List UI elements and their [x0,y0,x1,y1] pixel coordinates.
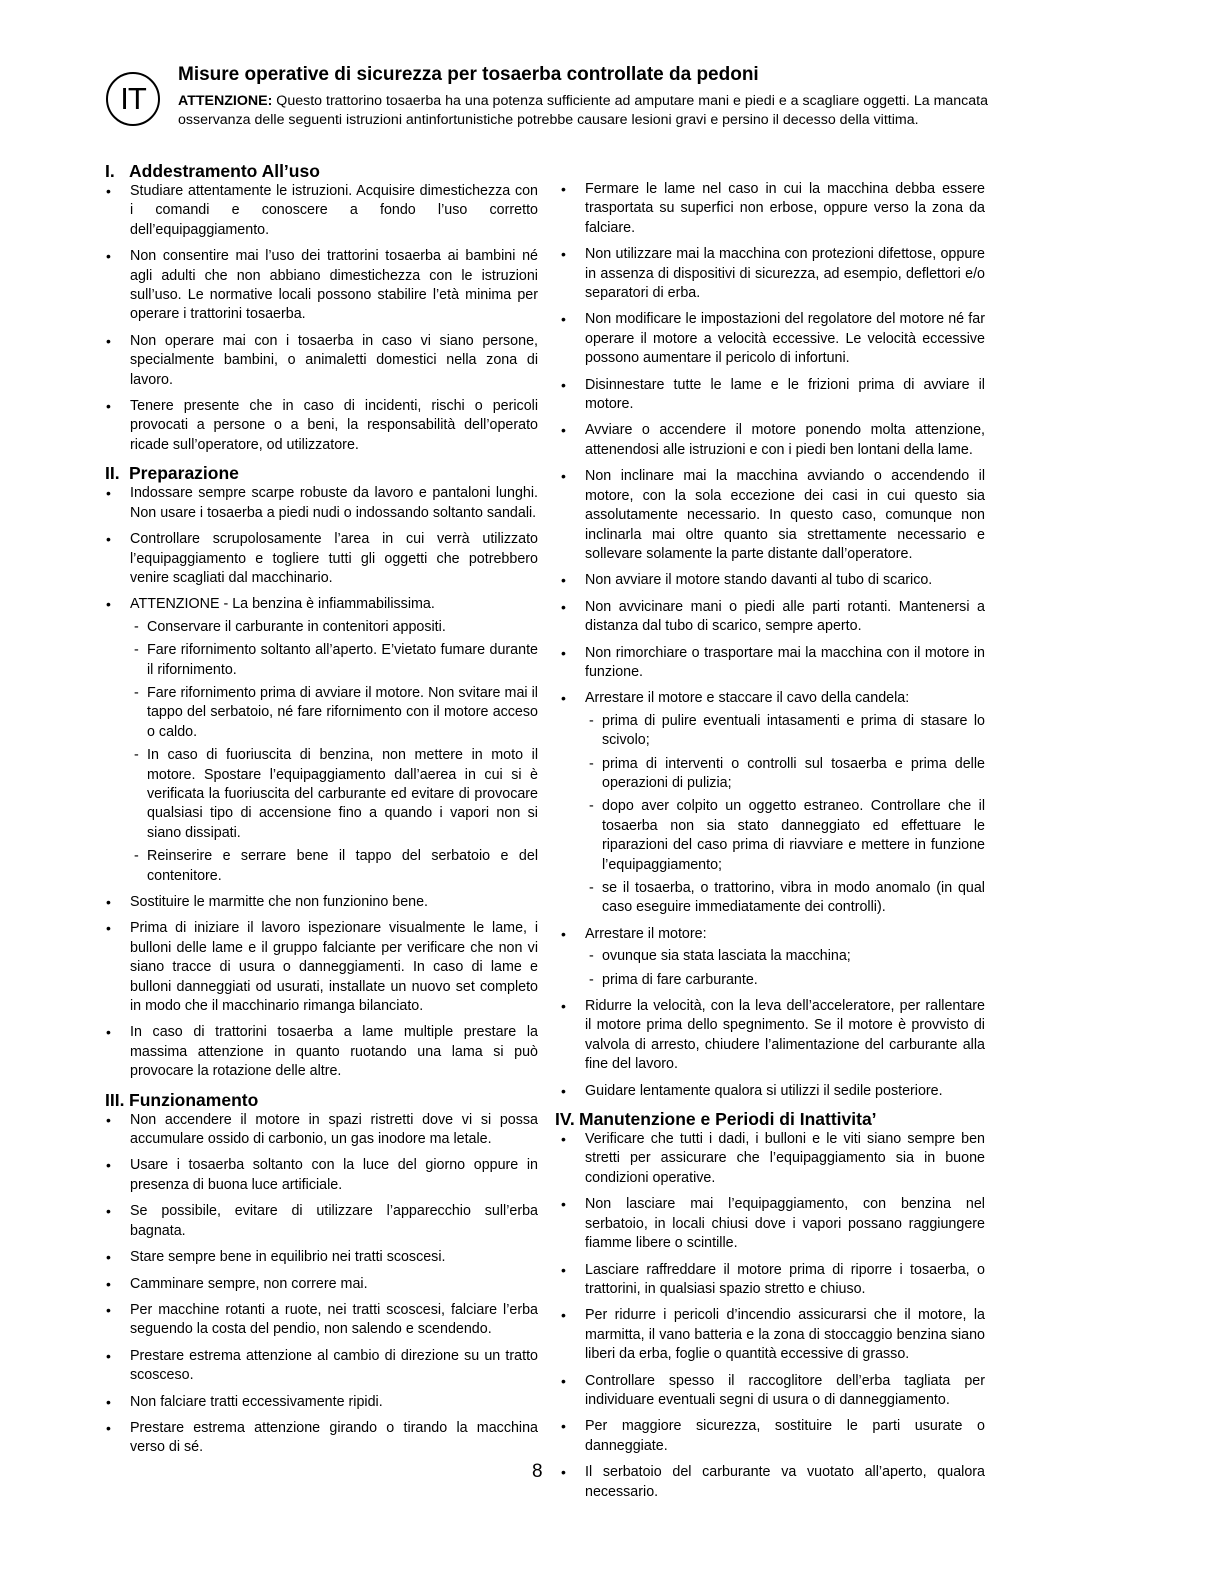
list-item [100,530,538,588]
section-number: III. [105,1089,125,1110]
list-item-text: Non lasciare mai l’equipaggiamento, con benzina nel serbatoio, in locali chiusi dove i vapori possano raggiungere fiamme libere o scintille. [585,1196,985,1252]
section-number: I. [105,161,115,181]
list-item-text: Prestare estrema attenzione al cambio di direzione su un tratto scosceso. [130,1347,538,1384]
section-heading [555,1108,985,1130]
section-number: II. [105,463,120,484]
bullet-list [100,484,538,1081]
list-item-text: Ridurre la velocità, con la leva dell’acceleratore, per rallentare il motore prima dello spegnimento. Se il motore è provvisto di valvola di arresto, chiudere l’alimentazione del carburante alla fine del lavoro. [585,998,985,1073]
list-item-text: Verificare che tutti i dadi, i bulloni e le viti siano sempre ben stretti per assicurare che l’equipaggiamento sia in buone condizioni operative. [585,1131,985,1186]
sub-list [585,712,985,918]
list-item [555,1195,985,1253]
left-column [100,160,538,1465]
list-item [555,1082,985,1101]
list-item-text: Non utilizzare mai la macchina con protezioni difettose, oppure in assenza di dispositivi di sicurezza, ad esempio, deflettori e/o separatori di erba. [585,246,985,302]
list-item [100,595,538,886]
sub-list-item: - prima di interventi o controlli sul tosaerba e prima delle operazioni di pulizia; [585,755,985,794]
list-item-text: Il serbatoio del carburante va vuotato all’aperto, qualora necessario. [585,1464,985,1500]
page-title: Misure operative di sicurezza per tosaerba controllate da pedoni [178,64,759,85]
language-code: IT [120,81,146,116]
warning-intro [178,92,988,130]
sub-list [130,618,538,886]
list-item [555,689,985,917]
list-item-text: Prima di iniziare il lavoro ispezionare visualmente le lame, i bulloni delle lame e il gruppo falciante per verificare che non vi siano tracce di usura o danneggiamenti. In caso di lame e bulloni danneggiati od usurati, installate un nuovo set completo in modo che il macchinario rimanga bilanciato. [130,920,538,1015]
sub-list-item: - Conservare il carburante in contenitori appositi. [130,618,538,637]
bullet-list [555,1130,985,1502]
list-item-text: Tenere presente che in caso di incidenti, rischi o pericoli provocati a persone o a beni, la responsabilità dell’operato ricade sull’operatore, od utilizzatore. [130,398,538,453]
list-item [555,925,985,990]
list-item-text: Usare i tosaerba soltanto con la luce del giorno oppure in presenza di buona luce artificiale. [130,1157,538,1193]
page-number: 8 [532,1461,543,1482]
list-item-text: Non accendere il motore in spazi ristretti dove vi si possa accumulare ossido di carbonio, un gas inodore ma letale. [130,1111,538,1148]
section-heading [105,462,538,484]
list-item [100,1202,538,1241]
section-title: Funzionamento [129,1089,259,1110]
list-item-text: Disinnestare tutte le lame e le frizioni prima di avviare il motore. [585,376,985,413]
list-item-text: Guidare lentamente qualora si utilizzi il sedile posteriore. [585,1082,943,1099]
list-item [100,1111,538,1150]
list-item [100,182,538,240]
section-title: Preparazione [129,463,239,484]
list-item [555,1261,985,1300]
attention-text: Questo trattorino tosaerba ha una potenza sufficiente ad amputare mani e piedi e a scagliare oggetti. La mancata osservanza delle seguenti istruzioni antinfortunistiche potrebbe causare lesioni gravi e persino il decesso della vittima. [178,93,988,128]
list-item-text: Non operare mai con i tosaerba in caso vi siano persone, specialmente bambini, o animaletti domestici nella zona di lavoro. [130,332,538,388]
list-item [555,1306,985,1364]
list-item-text: Per maggiore sicurezza, sostituire le parti usurate o danneggiate. [585,1418,985,1454]
list-item-text: Non avviare il motore stando davanti al tubo di scarico. [585,572,933,589]
list-item [555,421,985,460]
list-item-text: Controllare spesso il raccoglitore dell’erba tagliata per individuare eventuali segni di usura o di danneggiamento. [585,1372,985,1408]
list-item [100,1248,538,1267]
list-item-text: Per macchine rotanti a ruote, nei tratti scoscesi, falciare l’erba seguendo la costa del pendio, non salendo e scendendo. [130,1301,538,1338]
list-item [100,1156,538,1195]
section-heading [105,1089,538,1111]
list-item [555,1130,985,1188]
list-item [100,1347,538,1386]
sub-list-item: - dopo aver colpito un oggetto estraneo. Controllare che il tosaerba non sia stato danneggiato ed effettuare le riparazioni del caso prima di riavviare e mettere in funzione l’equipaggiamento; [585,797,985,875]
list-item [555,310,985,368]
list-item-text: Per ridurre i pericoli d’incendio assicurarsi che il motore, la marmitta, il vano batteria e la zona di stoccaggio benzina siano liberi da erba, foglie o quantità eccessive di grasso. [585,1307,985,1363]
list-item-text: Studiare attentamente le istruzioni. Acquisire dimestichezza con i comandi e conoscere a fondo l’uso corretto dell’equipaggiamento. [130,183,538,238]
list-item [100,247,538,325]
list-item [555,598,985,637]
list-item-text: Non rimorchiare o trasportare mai la macchina con il motore in funzione. [585,644,985,680]
list-item-text: Prestare estrema attenzione girando o tirando la macchina verso di sé. [130,1419,538,1456]
list-item-text: Sostituire le marmitte che non funzionino bene. [130,894,429,910]
list-item [100,1275,538,1294]
list-item [555,644,985,683]
list-item [100,1419,538,1458]
bullet-list [100,1111,538,1458]
list-item [555,467,985,564]
sub-list-item: - In caso di fuoriuscita di benzina, non mettere in moto il motore. Spostare l’equipaggiamento dall’aerea in cui si è verificata la fuoriuscita del carburante ed evitare di provocare qualsiasi tipo di accensione fino a quando i vapori non si siano dissipati. [130,746,538,843]
list-item-text: Arrestare il motore e staccare il cavo della candela: [585,690,910,707]
language-badge-it [106,72,160,126]
list-item-text: Indossare sempre scarpe robuste da lavoro e pantaloni lunghi. Non usare i tosaerba a piedi nudi o indossando soltanto sandali. [130,485,538,521]
bullet-list [555,180,985,1101]
list-item-text: ATTENZIONE - La benzina è infiammabilissima. [130,596,435,613]
bullet-list [100,182,538,455]
list-item-text: Lasciare raffreddare il motore prima di riporre i tosaerba, o trattorini, in qualsiasi spazio stretto e chiuso. [585,1261,985,1297]
list-item-text: Non consentire mai l’uso dei trattorini tosaerba ai bambini né agli adulti che non abbiano dimestichezza con le istruzioni sull’uso. Le normative locali possono stabilire l’età minima per operare i trattorini tosaerba. [130,248,538,323]
list-item-text: Non falciare tratti eccessivamente ripidi. [130,1393,383,1410]
list-item-text: Non avvicinare mani o piedi alle parti rotanti. Mantenersi a distanza dal tubo di scarico, sempre aperto. [585,598,985,635]
list-item-text: Se possibile, evitare di utilizzare l’apparecchio sull’erba bagnata. [130,1203,538,1239]
list-item-text: Camminare sempre, non correre mai. [130,1275,368,1292]
right-column [555,180,985,1509]
list-item-text: Arrestare il motore: [585,925,707,942]
list-item [555,245,985,303]
list-item [100,484,538,523]
sub-list-item: - Fare rifornimento soltanto all’aperto. E’vietato fumare durante il rifornimento. [130,641,538,680]
sub-list-item: - Reinserire e serrare bene il tappo del serbatoio e del contenitore. [130,847,538,886]
list-item [100,1023,538,1081]
sub-list-item: - Fare rifornimento prima di avviare il motore. Non svitare mai il tappo del serbatoio, né fare rifornimento con il motore acceso o caldo. [130,684,538,742]
list-item [555,180,985,238]
sub-list-item: - ovunque sia stata lasciata la macchina; [585,947,985,966]
list-item [100,919,538,1016]
attention-label: ATTENZIONE: [178,93,273,109]
list-item-text: Fermare le lame nel caso in cui la macchina debba essere trasportata su superfici non erbose, oppure verso la zona da falciare. [585,181,985,236]
list-item [555,997,985,1075]
list-item [555,571,985,590]
list-item [555,1463,985,1502]
section-number: IV. [555,1109,575,1130]
sub-list-item: - prima di fare carburante. [585,971,985,990]
list-item-text: In caso di trattorini tosaerba a lame multiple prestare la massima attenzione in quanto ruotando una lama si può provocare la rotazione delle altre. [130,1024,538,1080]
list-item [555,376,985,415]
section-title: Addestramento All’uso [129,161,320,181]
list-item-text: Avviare o accendere il motore ponendo molta attenzione, attenendosi alle istruzioni e con i piedi ben lontani della lame. [585,422,985,458]
list-item-text: Non modificare le impostazioni del regolatore del motore né far operare il motore a velocità eccessive. Le velocità eccessive possono aumentare il pericolo di infortuni. [585,311,985,367]
sub-list-item: - se il tosaerba, o trattorino, vibra in modo anomalo (in qual caso eseguire immediatamente dei controlli). [585,879,985,918]
list-item [555,1417,985,1456]
section-title: Manutenzione e Periodi di Inattivita’ [579,1109,877,1130]
list-item-text: Non inclinare mai la macchina avviando o accendendo il motore, con la sola eccezione dei casi in cui questo sia assolutamente necessario. In questo caso, comunque non inclinarla mai oltre quanto sia strettamente necessario e sollevare solamente la parte distante dall’operatore. [585,468,985,562]
list-item [100,1393,538,1412]
list-item [100,1301,538,1340]
list-item-text: Controllare scrupolosamente l’area in cui verrà utilizzato l’equipaggiamento e togliere tutti gli oggetti che potrebbero venire scagliati dal macchinario. [130,531,538,586]
sub-list [585,947,985,990]
sub-list-item: - prima di pulire eventuali intasamenti e prima di stasare lo scivolo; [585,712,985,751]
list-item [100,397,538,455]
list-item [100,332,538,390]
list-item [555,1372,985,1411]
list-item [100,893,538,912]
section-heading [105,160,538,182]
list-item-text: Stare sempre bene in equilibrio nei tratti scoscesi. [130,1249,446,1266]
